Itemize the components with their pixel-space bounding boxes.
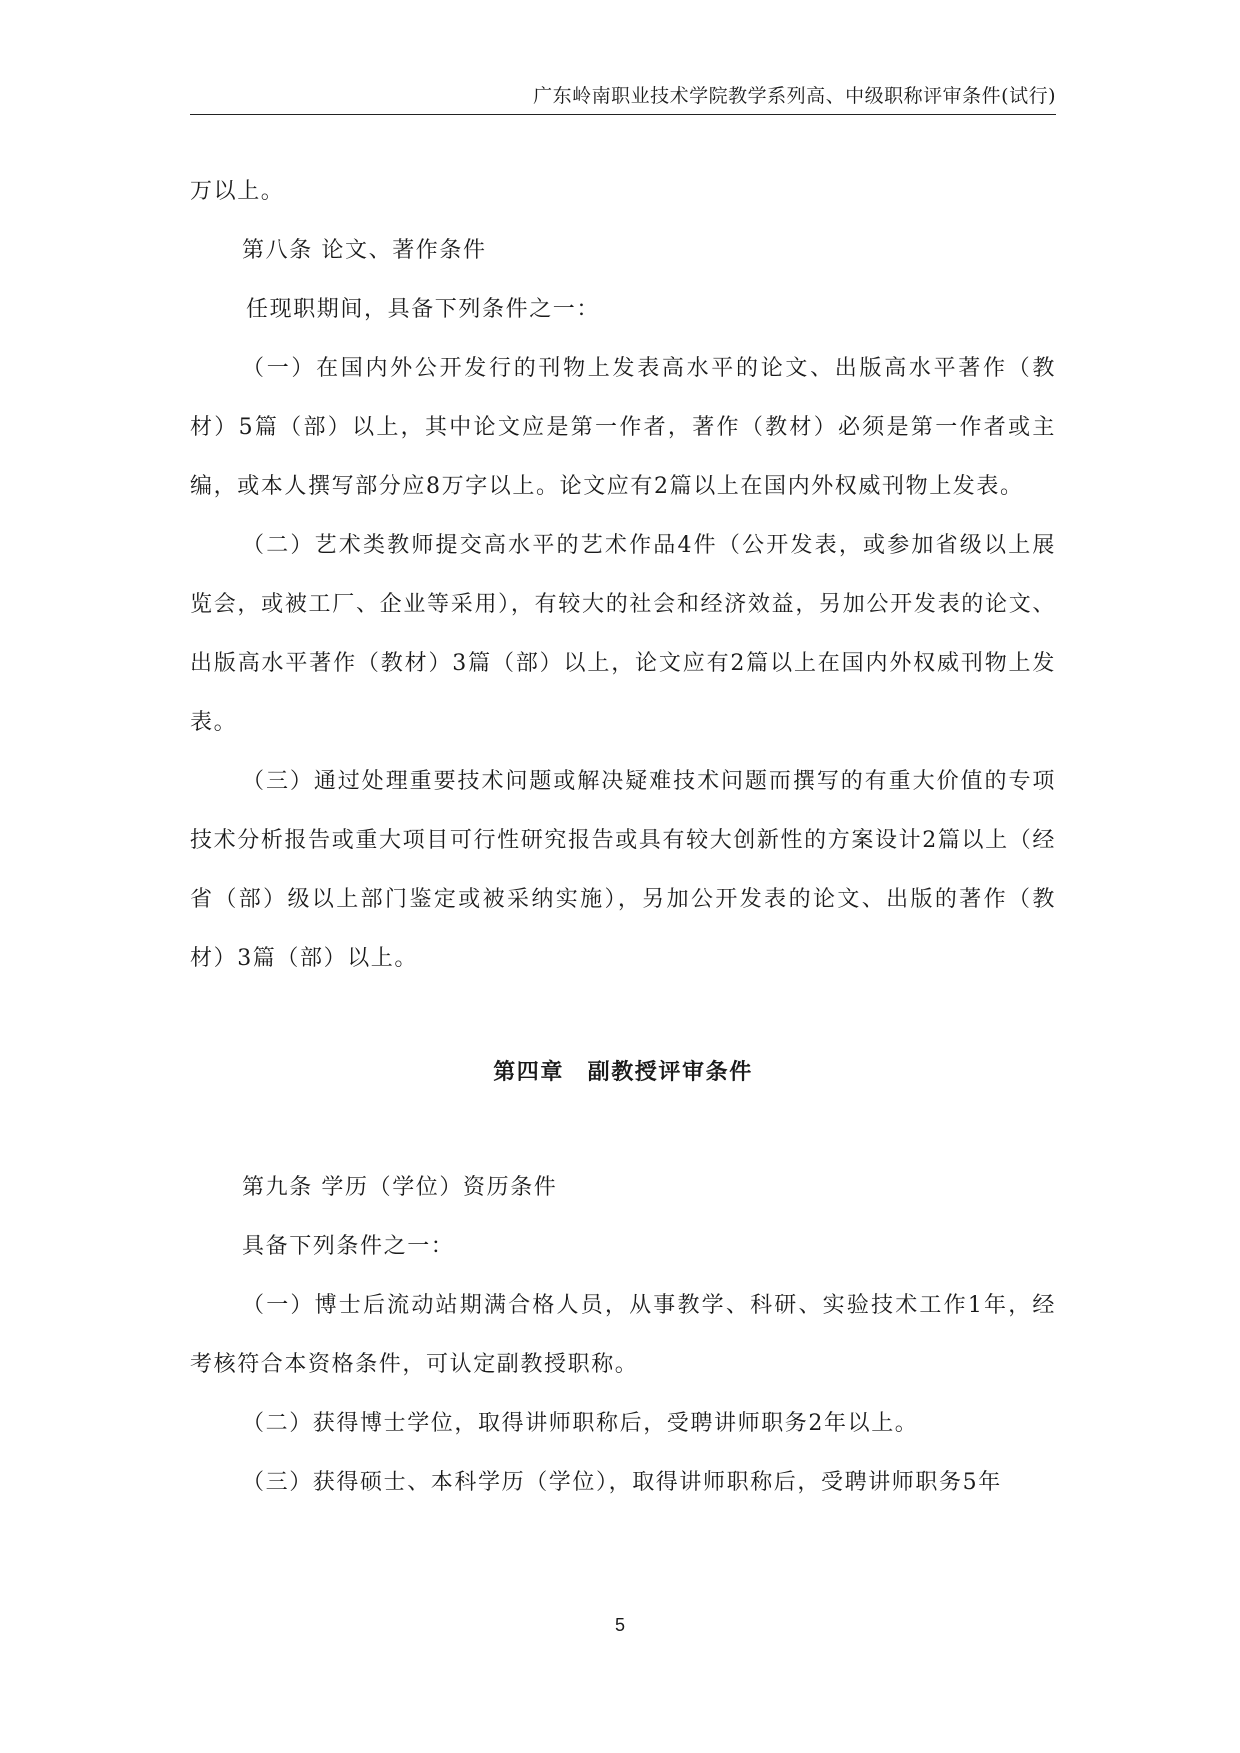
article-8-item-2: （二）艺术类教师提交高水平的艺术作品4件（公开发表，或参加省级以上展览会，或被工厂、企业等采用），有较大的社会和经济效益，另加公开发表的论文、出版高水平著作（教材）3篇（部）以上，论文应有2篇以上在国内外权威刊物上发表。 bbox=[190, 533, 1056, 735]
article-9-item-1: （一）博士后流动站期满合格人员，从事教学、科研、实验技术工作1年，经考核符合本资格条件，可认定副教授职称。 bbox=[190, 1293, 1056, 1377]
document-body bbox=[190, 162, 1056, 1512]
chapter-title: 第四章 副教授评审条件 bbox=[493, 1060, 753, 1085]
article-9-item-3: （三）获得硕士、本科学历（学位），取得讲师职称后，受聘讲师职务5年 bbox=[242, 1470, 1002, 1495]
article-9-intro: 具备下列条件之一： bbox=[242, 1234, 455, 1259]
article-9-heading: 第九条 学历（学位）资历条件 bbox=[242, 1175, 558, 1200]
header-rule bbox=[190, 114, 1056, 115]
article-8-item-1: （一）在国内外公开发行的刊物上发表高水平的论文、出版高水平著作（教材）5篇（部）以上，其中论文应是第一作者，著作（教材）必须是第一作者或主编，或本人撰写部分应8万字以上。论文应有2篇以上在国内外权威刊物上发表。 bbox=[190, 356, 1056, 499]
article-8-item-3: （三）通过处理重要技术问题或解决疑难技术问题而撰写的有重大价值的专项技术分析报告或重大项目可行性研究报告或具有较大创新性的方案设计2篇以上（经省（部）级以上部门鉴定或被采纳实施），另加公开发表的论文、出版的著作（教材）3篇（部）以上。 bbox=[190, 769, 1056, 971]
article-9-item-2: （二）获得博士学位，取得讲师职称后，受聘讲师职务2年以上。 bbox=[242, 1411, 919, 1436]
page-number: 5 bbox=[614, 1615, 625, 1635]
article-8-heading: 第八条 论文、著作条件 bbox=[242, 238, 487, 263]
article-8-intro: 任现职期间，具备下列条件之一： bbox=[246, 297, 601, 322]
continuation-text: 万以上。 bbox=[190, 179, 285, 204]
running-header: 广东岭南职业技术学院教学系列高、中级职称评审条件(试行) bbox=[533, 85, 1056, 107]
